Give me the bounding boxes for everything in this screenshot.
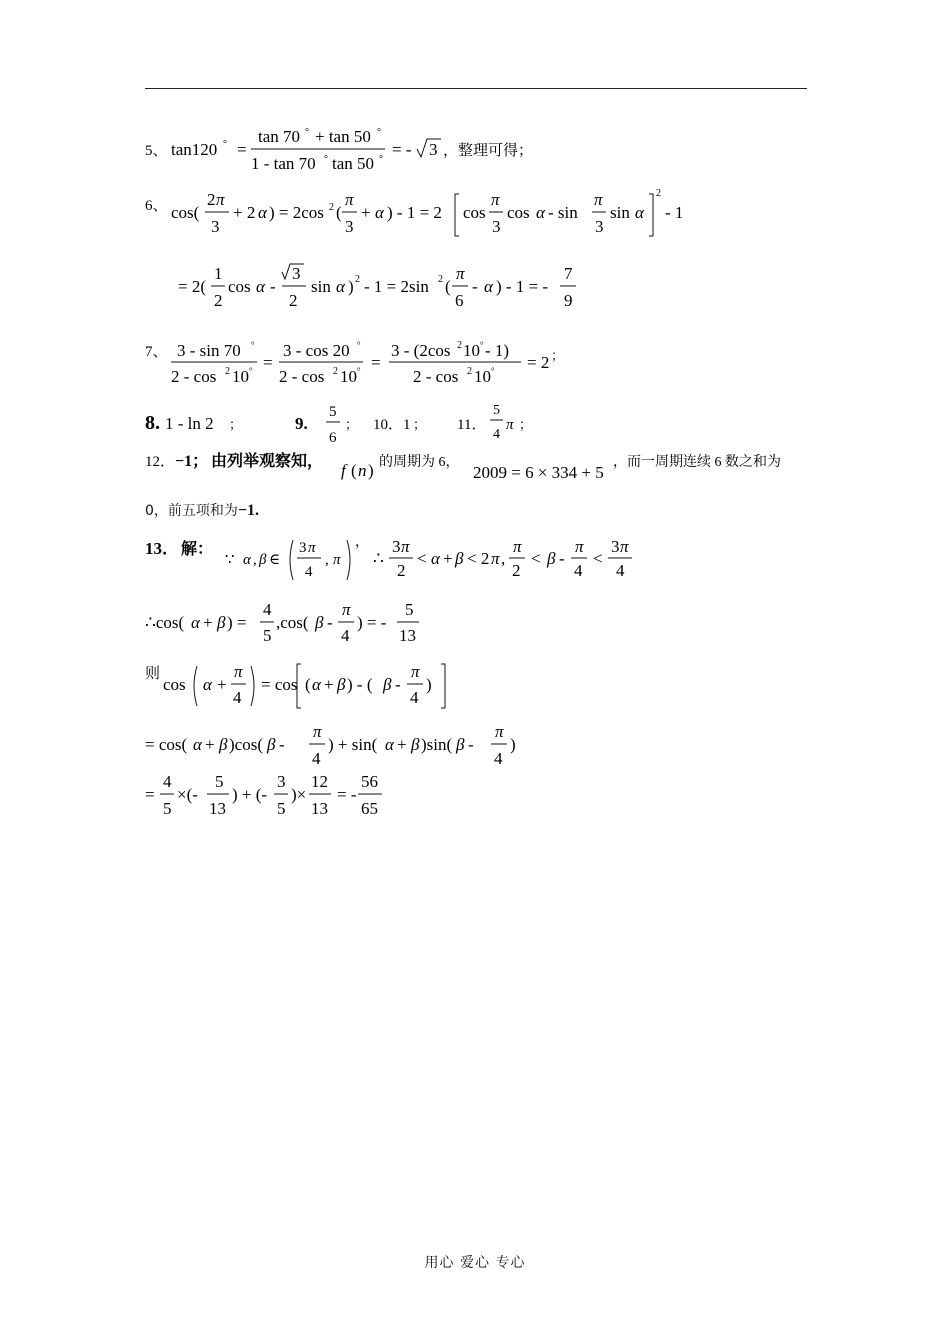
svg-text:+: + <box>361 203 371 222</box>
svg-text:-: - <box>270 277 276 296</box>
q8-label: 8. <box>145 412 160 434</box>
svg-text:°: ° <box>377 127 381 138</box>
svg-text:α: α <box>385 735 394 754</box>
svg-text:π: π <box>342 600 351 619</box>
svg-text:6: 6 <box>455 291 464 310</box>
svg-text:β: β <box>456 735 465 754</box>
svg-text:π: π <box>308 540 316 556</box>
svg-text:2 - cos: 2 - cos <box>171 367 217 386</box>
svg-text:5: 5 <box>277 799 286 818</box>
svg-text:α: α <box>258 203 267 222</box>
svg-text:) - 1 = 2: ) - 1 = 2 <box>387 203 442 222</box>
svg-text:×(-: ×(- <box>177 785 198 804</box>
q5-label: 5、 <box>145 143 168 159</box>
svg-text:+ tan 50: + tan 50 <box>315 127 371 146</box>
svg-text:(: ( <box>351 461 357 480</box>
svg-text:°: ° <box>223 139 227 150</box>
svg-text:β: β <box>315 613 324 632</box>
answer-5 <box>145 125 565 184</box>
svg-text:-: - <box>559 549 565 568</box>
svg-text:π: π <box>620 537 629 556</box>
svg-text:4: 4 <box>410 688 419 707</box>
svg-text:(: ( <box>445 277 451 296</box>
svg-text:2: 2 <box>289 291 298 310</box>
svg-text:π: π <box>495 722 504 741</box>
answer-7-formula <box>145 336 585 390</box>
svg-text:4: 4 <box>233 688 242 707</box>
svg-text:π: π <box>234 662 243 681</box>
svg-text:α: α <box>431 549 440 568</box>
svg-text:)cos(: )cos( <box>229 735 263 754</box>
svg-text:；: ； <box>229 417 243 432</box>
svg-text:π: π <box>333 552 341 568</box>
svg-text:3: 3 <box>299 540 307 556</box>
svg-text:β: β <box>267 735 276 754</box>
svg-text:π: π <box>411 662 420 681</box>
svg-text:4: 4 <box>493 427 500 442</box>
svg-text:π: π <box>345 190 354 209</box>
answer-12-line-2 <box>145 500 259 520</box>
answer-13-step-4 <box>145 772 445 831</box>
answer-6-line-1 <box>145 188 705 247</box>
svg-text:7: 7 <box>564 264 573 283</box>
svg-text:3: 3 <box>611 537 620 556</box>
svg-text:4: 4 <box>163 772 172 791</box>
svg-text:tan 70: tan 70 <box>258 127 301 146</box>
svg-text:4: 4 <box>574 561 583 580</box>
svg-text:= -: = - <box>337 785 357 804</box>
svg-text:3: 3 <box>277 772 286 791</box>
svg-text:10: 10 <box>474 367 491 386</box>
svg-text:,cos(: ,cos( <box>276 613 309 632</box>
svg-text:β: β <box>455 549 464 568</box>
svg-text:-: - <box>327 613 333 632</box>
svg-text:∈: ∈ <box>269 552 281 568</box>
svg-text:°: ° <box>491 366 495 376</box>
svg-text:3: 3 <box>492 217 501 236</box>
svg-text:)×: )× <box>291 785 307 804</box>
svg-text:°: ° <box>357 366 361 376</box>
svg-text:α: α <box>191 613 200 632</box>
svg-text:1: 1 <box>214 264 223 283</box>
svg-text:10: 10 <box>340 367 357 386</box>
svg-text:+: + <box>205 735 215 754</box>
svg-text:β: β <box>547 549 556 568</box>
svg-text:°: ° <box>251 340 255 350</box>
svg-text:α: α <box>536 203 545 222</box>
svg-text:3: 3 <box>211 217 220 236</box>
svg-text:) =: ) = <box>227 613 247 632</box>
svg-text:，: ， <box>355 535 369 550</box>
svg-text:=: = <box>145 785 155 804</box>
answer-5-formula <box>145 125 565 179</box>
svg-text:2: 2 <box>512 561 521 580</box>
answer-12-formula <box>145 448 815 488</box>
svg-text:13: 13 <box>399 626 416 645</box>
svg-text:π: π <box>456 264 465 283</box>
svg-text:π: π <box>594 190 603 209</box>
svg-text:α: α <box>256 277 265 296</box>
page-footer: 用心 爱心 专心 <box>424 1255 526 1271</box>
svg-text:10．1: 10．1 <box>373 417 411 433</box>
svg-text:- sin: - sin <box>548 203 578 222</box>
svg-text:) - 1 = -: ) - 1 = - <box>496 277 549 296</box>
svg-text:4: 4 <box>616 561 625 580</box>
svg-text:β: β <box>337 675 346 694</box>
svg-text:) - (: ) - ( <box>347 675 373 694</box>
svg-text:，而一周期连续 6 数之和为: ，而一周期连续 6 数之和为 <box>613 455 781 470</box>
svg-text:π: π <box>216 190 225 209</box>
svg-text:= -: = - <box>392 140 412 159</box>
svg-text:(: ( <box>305 675 311 694</box>
svg-text:α: α <box>203 675 212 694</box>
svg-text:4: 4 <box>305 564 313 580</box>
svg-text:) + (-: ) + (- <box>232 785 268 804</box>
svg-text:3: 3 <box>345 217 354 236</box>
svg-text:3 - (2cos: 3 - (2cos <box>391 341 451 360</box>
svg-text:10: 10 <box>463 341 480 360</box>
answer-6-formula-2 <box>178 260 598 316</box>
svg-text:π: π <box>313 722 322 741</box>
svg-text:= cos: = cos <box>261 675 298 694</box>
svg-text:- 1 = 2sin: - 1 = 2sin <box>364 277 429 296</box>
svg-text:65: 65 <box>361 799 378 818</box>
svg-text:2: 2 <box>333 366 338 377</box>
svg-text:α: α <box>312 675 321 694</box>
svg-text:3: 3 <box>595 217 604 236</box>
svg-text:π: π <box>491 190 500 209</box>
svg-text:3: 3 <box>392 537 401 556</box>
svg-text:(: ( <box>336 203 342 222</box>
svg-text:): ) <box>510 735 516 754</box>
svg-text:cos(: cos( <box>171 203 200 222</box>
svg-text:°: ° <box>480 340 484 350</box>
svg-text:；: ； <box>345 417 359 432</box>
svg-text:+: + <box>203 613 213 632</box>
svg-text:4: 4 <box>494 749 503 768</box>
answers-8-11-row <box>145 400 565 448</box>
svg-text:∵: ∵ <box>225 552 235 568</box>
svg-text:=: = <box>237 140 247 159</box>
svg-text:4: 4 <box>312 749 321 768</box>
svg-text:；: ； <box>551 348 565 363</box>
svg-text:2: 2 <box>225 366 230 377</box>
answer-6-line-2 <box>178 260 598 321</box>
svg-text:；: ； <box>413 417 427 432</box>
answer-12-line-1 <box>145 448 815 493</box>
svg-text:<: < <box>593 549 603 568</box>
svg-text:56: 56 <box>361 772 378 791</box>
svg-text:): ) <box>426 675 432 694</box>
svg-text:): ) <box>368 461 374 480</box>
svg-text:−1；: −1； <box>175 453 209 470</box>
answer-13-step-1 <box>145 596 465 655</box>
svg-text:°: ° <box>249 366 253 376</box>
answer-13-formula-2 <box>145 596 465 650</box>
svg-text:= 2(: = 2( <box>178 277 206 296</box>
answer-6-formula-1 <box>145 188 705 242</box>
svg-text:-: - <box>468 735 474 754</box>
svg-text:sin: sin <box>311 277 331 296</box>
svg-text:4: 4 <box>263 600 272 619</box>
svg-text:π: π <box>491 549 500 568</box>
svg-text:<: < <box>531 549 541 568</box>
svg-text:α: α <box>635 203 644 222</box>
svg-text:，整理可得；: ，整理可得； <box>443 143 534 159</box>
svg-text:∴: ∴ <box>373 549 384 568</box>
svg-text:)sin(: )sin( <box>421 735 453 754</box>
svg-text:) = 2cos: ) = 2cos <box>269 203 324 222</box>
svg-text:°: ° <box>305 127 309 138</box>
svg-text:的周期为 6，: 的周期为 6， <box>379 455 460 470</box>
svg-text:5: 5 <box>405 600 414 619</box>
svg-text:f: f <box>341 461 346 480</box>
svg-text:°: ° <box>379 154 383 165</box>
svg-text:α: α <box>484 277 493 296</box>
svg-text:3: 3 <box>429 140 438 159</box>
svg-text:=: = <box>263 353 273 372</box>
svg-text:+ 2: + 2 <box>233 203 256 222</box>
svg-text:由列举观察知，: 由列举观察知， <box>211 453 324 470</box>
svg-text:<: < <box>417 549 427 568</box>
svg-text:11．: 11． <box>457 417 487 433</box>
svg-text:α: α <box>193 735 202 754</box>
svg-text:12: 12 <box>311 772 328 791</box>
svg-text:) + sin(: ) + sin( <box>328 735 378 754</box>
svg-text:7、: 7、 <box>145 344 168 360</box>
svg-text:= 2: = 2 <box>527 353 550 372</box>
svg-text:π: π <box>506 417 514 433</box>
svg-text:13．: 13． <box>145 539 179 558</box>
svg-text:β: β <box>411 735 420 754</box>
svg-text:2: 2 <box>397 561 406 580</box>
svg-text:6、: 6、 <box>145 198 168 214</box>
svg-text:cos: cos <box>507 203 530 222</box>
svg-text:3 - cos 20: 3 - cos 20 <box>283 341 350 360</box>
svg-text:tan120: tan120 <box>171 140 218 159</box>
svg-text:α: α <box>243 552 251 568</box>
answer-13-formula-1 <box>145 532 665 586</box>
svg-text:+: + <box>443 549 453 568</box>
svg-text:π: π <box>401 537 410 556</box>
svg-text:π: π <box>575 537 584 556</box>
svg-text:α: α <box>336 277 345 296</box>
svg-text:+: + <box>397 735 407 754</box>
svg-text:π: π <box>513 537 522 556</box>
answer-7 <box>145 336 585 395</box>
svg-text:2: 2 <box>355 274 360 285</box>
svg-text:=: = <box>371 353 381 372</box>
svg-text:9: 9 <box>564 291 573 310</box>
svg-text:β: β <box>217 613 226 632</box>
svg-text:；: ； <box>519 417 533 432</box>
svg-text:1 - ln 2: 1 - ln 2 <box>165 414 214 433</box>
svg-text:2: 2 <box>457 340 462 351</box>
svg-text:+: + <box>324 675 334 694</box>
svg-text:2: 2 <box>467 366 472 377</box>
svg-text:2: 2 <box>438 274 443 285</box>
header-rule <box>145 88 807 89</box>
svg-text:β: β <box>259 552 267 568</box>
svg-text:3 - sin 70: 3 - sin 70 <box>177 341 241 360</box>
svg-text:6: 6 <box>329 430 337 446</box>
svg-text:2: 2 <box>214 291 223 310</box>
svg-text:5: 5 <box>263 626 272 645</box>
svg-text:2: 2 <box>329 202 334 213</box>
svg-text:2 - cos: 2 - cos <box>413 367 459 386</box>
svg-text:5: 5 <box>329 404 337 420</box>
svg-text:sin: sin <box>610 203 630 222</box>
answer-13-formula-4 <box>145 722 545 776</box>
svg-text:= cos(: = cos( <box>145 735 188 754</box>
svg-text:3: 3 <box>292 264 301 283</box>
answer-13-formula-5 <box>145 772 445 826</box>
q13-ze: 则 <box>145 666 161 682</box>
svg-text:β: β <box>383 675 392 694</box>
svg-text:10: 10 <box>232 367 249 386</box>
answer-13-formula-3 <box>145 658 465 712</box>
svg-text:,: , <box>501 549 506 568</box>
svg-text:°: ° <box>357 340 361 350</box>
svg-text:5: 5 <box>163 799 172 818</box>
svg-text:tan 50: tan 50 <box>332 154 375 173</box>
svg-text:2: 2 <box>207 190 216 209</box>
svg-text:∴cos(: ∴cos( <box>145 613 185 632</box>
svg-text:n: n <box>358 461 367 480</box>
svg-text:+: + <box>217 675 227 694</box>
answers-8-11 <box>145 400 565 453</box>
svg-text:): ) <box>348 277 354 296</box>
svg-text:°: ° <box>324 154 328 165</box>
svg-text:,: , <box>253 552 257 568</box>
svg-text:cos: cos <box>228 277 251 296</box>
svg-text:2 - cos: 2 - cos <box>279 367 325 386</box>
svg-text:13: 13 <box>311 799 328 818</box>
svg-text:5: 5 <box>493 403 500 418</box>
svg-text:cos: cos <box>163 675 186 694</box>
svg-text:9.: 9. <box>295 414 308 433</box>
answer-13-given <box>145 532 665 591</box>
svg-text:β: β <box>219 735 228 754</box>
svg-text:,: , <box>325 552 329 568</box>
svg-text:-: - <box>395 675 401 694</box>
svg-text:2: 2 <box>656 188 661 199</box>
q12-line2-text: 0，前五项和为 <box>145 503 238 519</box>
svg-text:-: - <box>472 277 478 296</box>
svg-text:) = -: ) = - <box>357 613 387 632</box>
svg-text:< 2: < 2 <box>467 549 490 568</box>
svg-text:2009 = 6 × 334 + 5: 2009 = 6 × 334 + 5 <box>473 463 604 482</box>
svg-text:α: α <box>375 203 384 222</box>
svg-text:12．: 12． <box>145 454 176 470</box>
svg-text:-: - <box>279 735 285 754</box>
svg-text:cos: cos <box>463 203 486 222</box>
answer-13-step-2 <box>145 658 465 717</box>
svg-text:解：: 解： <box>181 541 214 558</box>
svg-text:- 1: - 1 <box>665 203 684 222</box>
svg-text:- 1): - 1) <box>485 341 510 360</box>
svg-text:13: 13 <box>209 799 226 818</box>
svg-text:4: 4 <box>341 626 350 645</box>
svg-text:5: 5 <box>215 772 224 791</box>
q12-line2-bold: −1. <box>237 502 260 519</box>
svg-text:1 - tan 70: 1 - tan 70 <box>251 154 316 173</box>
